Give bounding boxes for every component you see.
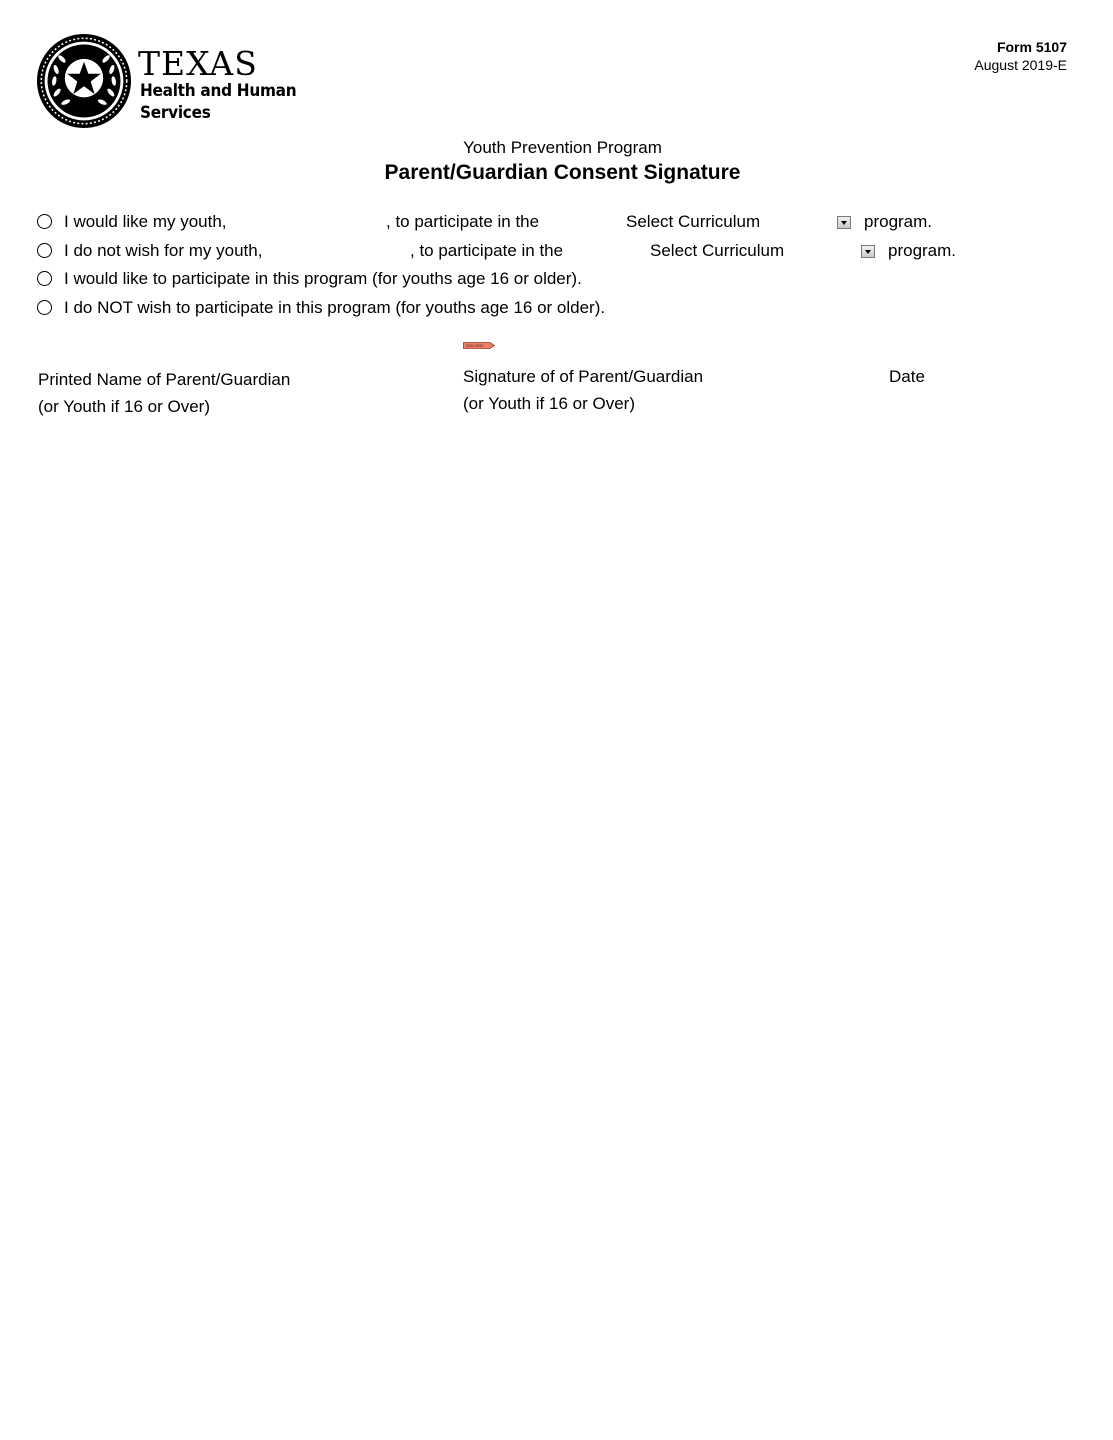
- radio-deny-youth[interactable]: [37, 243, 52, 258]
- radio-self-deny[interactable]: [37, 300, 52, 315]
- sign-here-text: SIGN HERE: [466, 344, 484, 348]
- program-title: Youth Prevention Program: [463, 138, 662, 157]
- printed-name-sublabel: (or Youth if 16 or Over): [38, 397, 210, 416]
- form-number: Form 5107: [996, 39, 1067, 55]
- option-label-middle: , to participate in the: [386, 212, 540, 231]
- title-area: [0, 137, 1113, 186]
- signature-label: Signature of of Parent/Guardian: [463, 367, 704, 386]
- youth-name-field[interactable]: [278, 238, 408, 260]
- dropdown-arrow-icon[interactable]: [837, 216, 851, 229]
- texas-star-seal-icon: [36, 33, 132, 129]
- option-label: I would like to participate in this program (for youths age 16 or older).: [64, 269, 582, 288]
- printed-name-label: Printed Name of Parent/Guardian: [38, 370, 291, 389]
- logo-agency-name: [140, 80, 296, 124]
- youth-name-field[interactable]: [240, 209, 384, 231]
- option-label-middle: , to participate in the: [410, 241, 564, 260]
- logo-line-2: Services: [140, 103, 211, 123]
- radio-self-allow[interactable]: [37, 271, 52, 286]
- date-label: Date: [889, 367, 925, 386]
- logo-wordmark: TEXAS: [138, 44, 258, 83]
- option-label-end: program.: [888, 241, 957, 260]
- signature-sublabel: (or Youth if 16 or Over): [463, 394, 635, 413]
- form-date: August 2019-E: [974, 57, 1067, 73]
- option-row-self-allow: [0, 266, 1113, 292]
- curriculum-select[interactable]: Select Curriculum: [650, 241, 785, 260]
- radio-allow-youth[interactable]: [37, 214, 52, 229]
- curriculum-select[interactable]: Select Curriculum: [626, 212, 761, 231]
- dropdown-arrow-icon[interactable]: [861, 245, 875, 258]
- page-title: Parent/Guardian Consent Signature: [384, 161, 741, 184]
- logo-line-1: Health and Human: [140, 81, 297, 101]
- signature-label-block: [463, 363, 703, 417]
- option-label-end: program.: [864, 212, 933, 231]
- option-label-start: I would like my youth,: [64, 212, 227, 231]
- option-label: I do NOT wish to participate in this program (for youths age 16 or older).: [64, 298, 606, 317]
- option-row-deny-youth: [0, 238, 1113, 264]
- option-row-allow-youth: [0, 209, 1113, 235]
- option-row-self-deny: [0, 295, 1113, 321]
- printed-name-label-block: [38, 366, 290, 420]
- option-label-start: I do not wish for my youth,: [64, 241, 263, 260]
- sign-here-flag-icon[interactable]: [463, 342, 495, 349]
- form-info: [974, 38, 1067, 74]
